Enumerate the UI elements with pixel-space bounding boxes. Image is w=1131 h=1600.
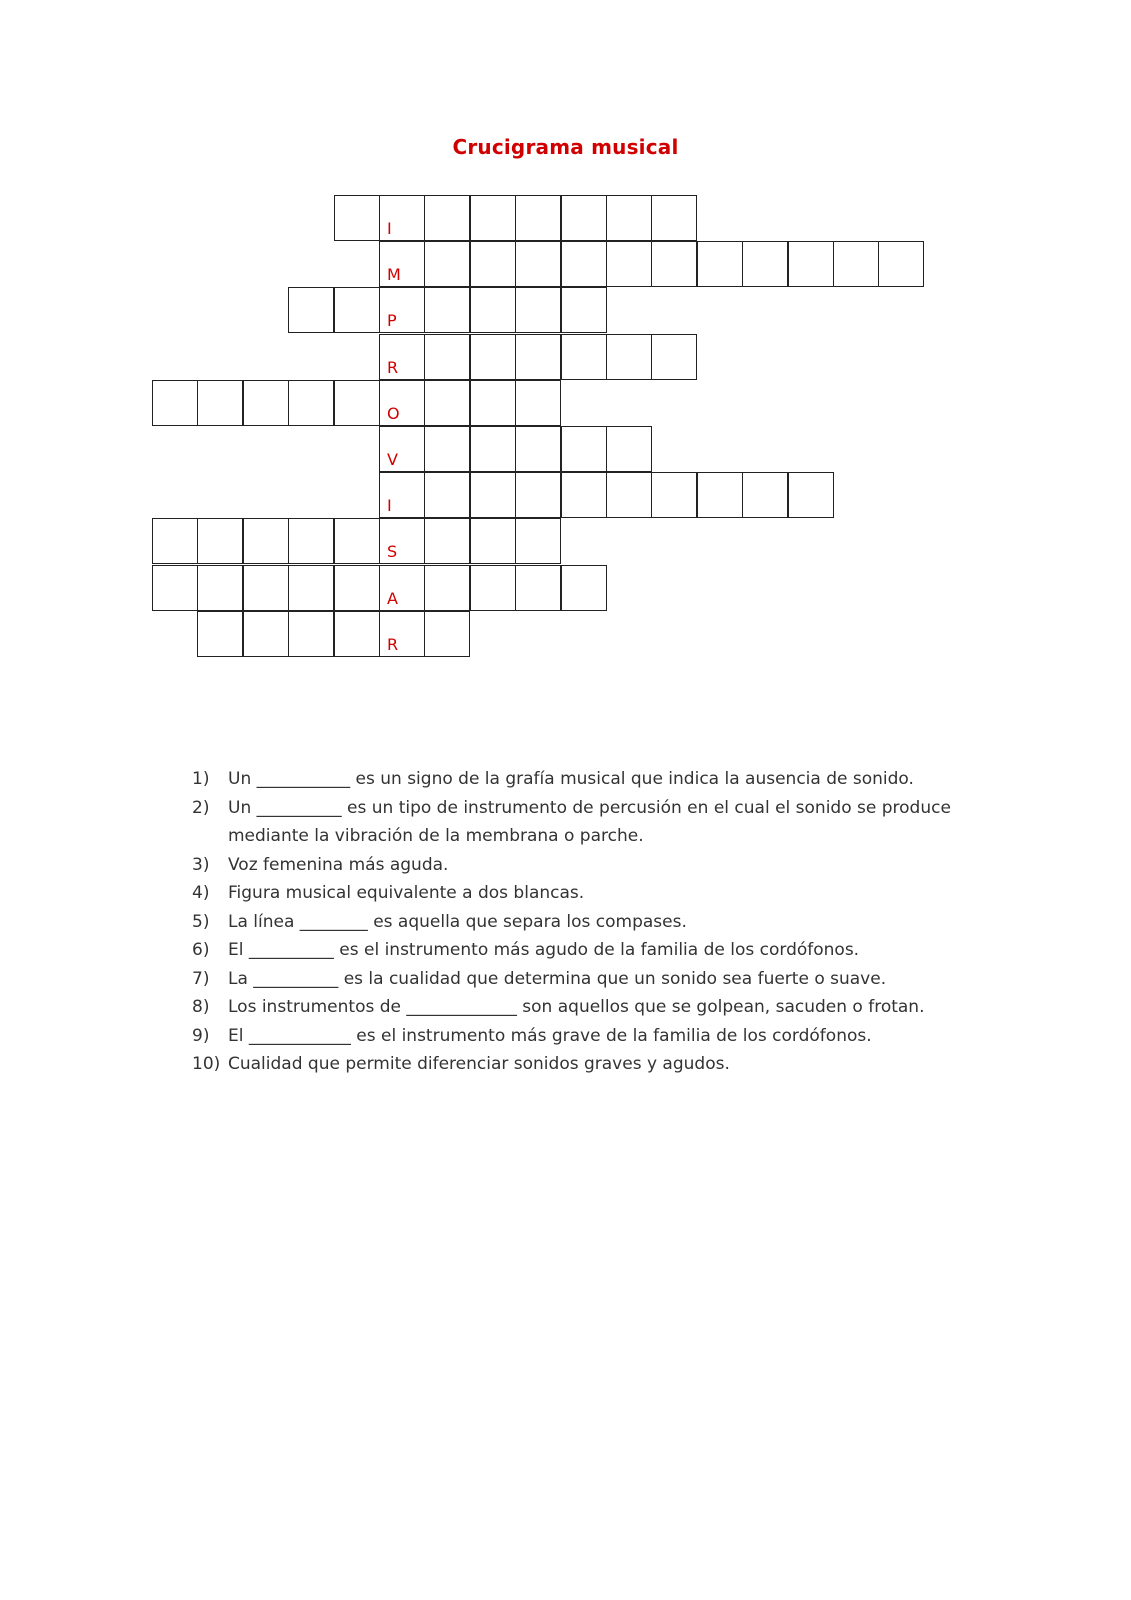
crossword-cell[interactable] [379, 565, 425, 611]
crossword-cell[interactable] [515, 334, 561, 380]
key-letter: P [387, 311, 397, 330]
clue-number: 6) [192, 940, 210, 960]
crossword-cell[interactable] [561, 565, 607, 611]
crossword-cell[interactable] [470, 565, 516, 611]
crossword-cell[interactable] [288, 380, 334, 426]
crossword-cell[interactable] [515, 518, 561, 564]
clue-text: La línea ________ es aquella que separa los compases. [228, 911, 687, 932]
clue-text: Voz femenina más aguda. [228, 854, 449, 875]
key-letter: R [387, 635, 399, 654]
crossword-cell[interactable] [561, 334, 607, 380]
key-letter: M [387, 265, 401, 284]
crossword-cell[interactable] [651, 334, 697, 380]
crossword-cell[interactable] [379, 611, 425, 657]
clue-text: El ____________ es el instrumento más grave de la familia de los cordófonos. [228, 1025, 872, 1046]
crossword-cell[interactable] [379, 426, 425, 472]
crossword-cell[interactable] [788, 241, 834, 287]
clue-number: 4) [192, 883, 210, 903]
crossword-cell[interactable] [152, 380, 198, 426]
crossword-cell[interactable] [379, 518, 425, 564]
crossword-cell[interactable] [515, 426, 561, 472]
clue-item [192, 851, 952, 880]
crossword-cell[interactable] [197, 611, 243, 657]
key-letter: R [387, 358, 399, 377]
crossword-cell[interactable] [561, 426, 607, 472]
crossword-cell[interactable] [197, 380, 243, 426]
crossword-cell[interactable] [243, 380, 289, 426]
crossword-cell[interactable] [742, 472, 788, 518]
clue-number: 2) [192, 797, 210, 818]
clue-number: 7) [192, 968, 210, 989]
clue-text: Cualidad que permite diferenciar sonidos graves y agudos. [228, 1054, 730, 1074]
crossword-cell[interactable] [197, 565, 243, 611]
clue-text: La __________ es la cualidad que determina que un sonido sea fuerte o suave. [228, 968, 887, 989]
clue-list [192, 765, 952, 1079]
crossword-cell[interactable] [470, 195, 516, 241]
crossword-cell[interactable] [243, 565, 289, 611]
crossword-cell[interactable] [334, 287, 380, 333]
crossword-cell[interactable] [424, 472, 470, 518]
crossword-cell[interactable] [288, 518, 334, 564]
clue-text: Figura musical equivalente a dos blancas. [228, 883, 585, 903]
crossword-grid [0, 0, 1131, 700]
crossword-cell[interactable] [197, 518, 243, 564]
key-letter: O [387, 404, 400, 423]
crossword-cell[interactable] [379, 334, 425, 380]
crossword-cell[interactable] [334, 565, 380, 611]
crossword-cell[interactable] [697, 241, 743, 287]
clue-item [192, 1022, 952, 1051]
clue-text: Un ___________ es un signo de la grafía musical que indica la ausencia de sonido. [228, 769, 914, 789]
crossword-cell[interactable] [833, 241, 879, 287]
crossword-cell[interactable] [152, 565, 198, 611]
crossword-cell[interactable] [515, 287, 561, 333]
crossword-cell[interactable] [288, 565, 334, 611]
crossword-cell[interactable] [424, 611, 470, 657]
clue-number: 1) [192, 769, 210, 789]
clue-item [192, 965, 952, 994]
page-title: Crucigrama musical [452, 135, 679, 159]
crossword-cell[interactable] [515, 195, 561, 241]
crossword-cell[interactable] [379, 195, 425, 241]
crossword-cell[interactable] [334, 195, 380, 241]
crossword-cell[interactable] [470, 472, 516, 518]
clue-item [192, 794, 952, 851]
crossword-cell[interactable] [379, 472, 425, 518]
clue-text: Los instrumentos de _____________ son aquellos que se golpean, sacuden o frotan. [228, 997, 925, 1017]
crossword-cell[interactable] [606, 334, 652, 380]
crossword-cell[interactable] [742, 241, 788, 287]
crossword-cell[interactable] [334, 611, 380, 657]
crossword-cell[interactable] [561, 287, 607, 333]
crossword-cell[interactable] [561, 241, 607, 287]
clue-number: 10) [192, 1054, 221, 1074]
crossword-cell[interactable] [424, 380, 470, 426]
crossword-cell[interactable] [470, 334, 516, 380]
crossword-cell[interactable] [651, 241, 697, 287]
crossword-cell[interactable] [424, 426, 470, 472]
crossword-cell[interactable] [379, 287, 425, 333]
crossword-cell[interactable] [606, 472, 652, 518]
crossword-cell[interactable] [334, 518, 380, 564]
crossword-cell[interactable] [651, 195, 697, 241]
crossword-cell[interactable] [470, 518, 516, 564]
clue-item [192, 936, 952, 965]
clue-item [192, 765, 952, 794]
crossword-cell[interactable] [424, 565, 470, 611]
crossword-cell[interactable] [878, 241, 924, 287]
crossword-cell[interactable] [379, 241, 425, 287]
crossword-cell[interactable] [424, 287, 470, 333]
crossword-cell[interactable] [470, 287, 516, 333]
crossword-cell[interactable] [288, 611, 334, 657]
crossword-cell[interactable] [788, 472, 834, 518]
crossword-cell[interactable] [606, 241, 652, 287]
crossword-cell[interactable] [606, 426, 652, 472]
crossword-cell[interactable] [379, 380, 425, 426]
crossword-cell[interactable] [515, 472, 561, 518]
crossword-cell[interactable] [152, 518, 198, 564]
crossword-cell[interactable] [606, 195, 652, 241]
crossword-cell[interactable] [515, 241, 561, 287]
crossword-cell[interactable] [243, 518, 289, 564]
clue-number: 3) [192, 854, 210, 875]
crossword-cell[interactable] [651, 472, 697, 518]
crossword-cell[interactable] [424, 518, 470, 564]
key-letter: I [387, 496, 392, 515]
crossword-cell[interactable] [561, 195, 607, 241]
clue-item [192, 1050, 952, 1079]
crossword-cell[interactable] [697, 472, 743, 518]
crossword-cell[interactable] [470, 380, 516, 426]
crossword-cell[interactable] [424, 334, 470, 380]
clue-text: El __________ es el instrumento más agudo de la familia de los cordófonos. [228, 940, 860, 960]
clue-text: Un __________ es un tipo de instrumento de percusión en el cual el sonido se produce mediante la vibración de la membrana o parche. [228, 797, 951, 846]
crossword-cell[interactable] [470, 241, 516, 287]
crossword-cell[interactable] [515, 380, 561, 426]
clue-number: 8) [192, 997, 210, 1017]
clue-number: 9) [192, 1025, 210, 1046]
clue-number: 5) [192, 911, 210, 932]
key-letter: S [387, 542, 398, 561]
key-letter: I [387, 219, 392, 238]
crossword-cell[interactable] [424, 241, 470, 287]
crossword-cell[interactable] [288, 287, 334, 333]
crossword-cell[interactable] [561, 472, 607, 518]
crossword-cell[interactable] [424, 195, 470, 241]
clue-item [192, 879, 952, 908]
key-letter: A [387, 589, 398, 608]
key-letter: V [387, 450, 398, 469]
clue-item [192, 993, 952, 1022]
crossword-cell[interactable] [334, 380, 380, 426]
crossword-cell[interactable] [243, 611, 289, 657]
clue-item [192, 908, 952, 937]
crossword-cell[interactable] [515, 565, 561, 611]
crossword-cell[interactable] [470, 426, 516, 472]
